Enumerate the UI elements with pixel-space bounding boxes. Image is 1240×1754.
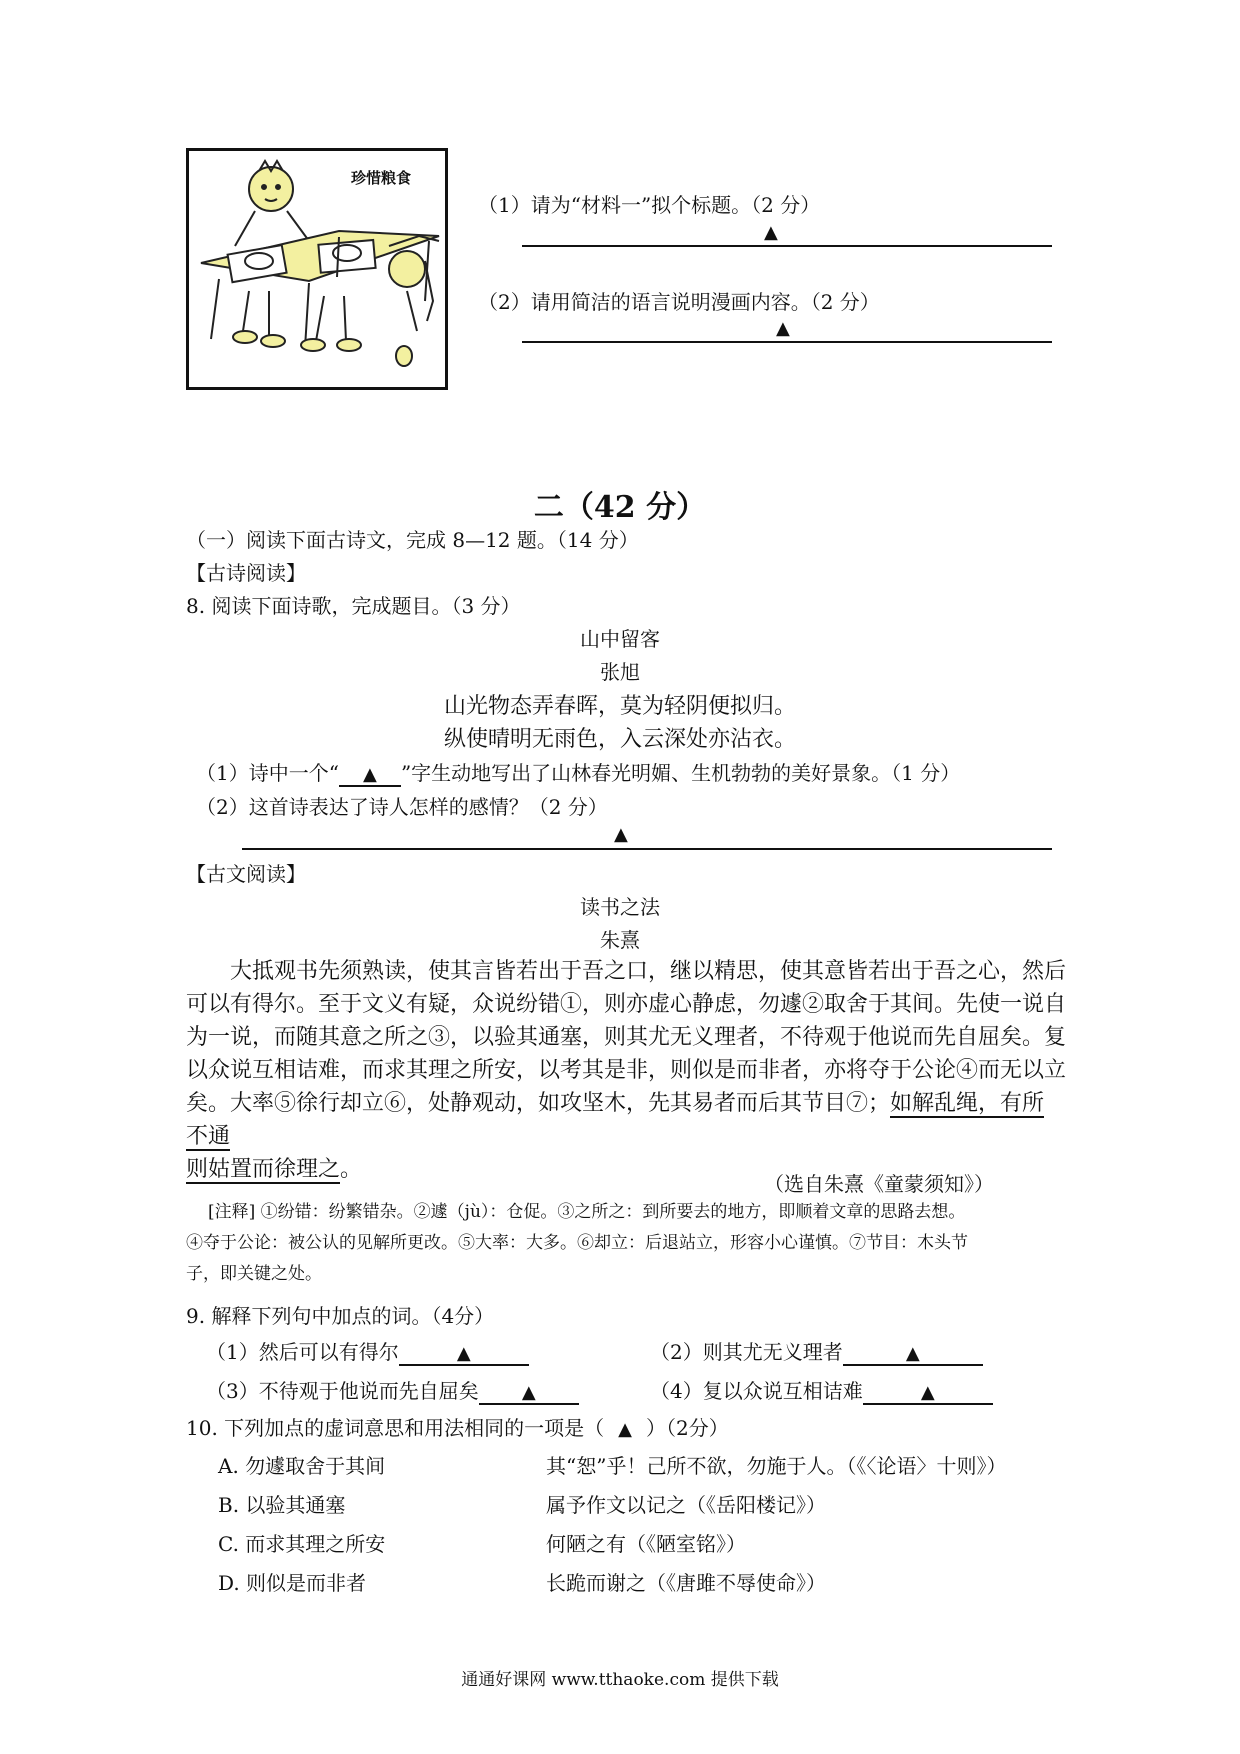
option-c-left[interactable]: C. 而求其理之所安 [218,1532,386,1556]
option-b-right: 属予作文以记之（《岳阳楼记》） [546,1493,826,1517]
question-9-item-1: （1）然后可以有得尔 ▲ [206,1336,529,1366]
prose-author: 朱熹 [600,928,640,952]
question-10-stem: 10. 下列加点的虚词意思和用法相同的一项是（ ▲ ）（2分） [186,1416,729,1440]
prose-passage [186,955,1066,1186]
answer-blank[interactable]: ▲ [399,1340,529,1366]
option-b-left[interactable]: B. 以验其通塞 [218,1493,346,1517]
option-c-right: 何陋之有（《陋室铭》） [546,1532,746,1556]
prose-line: 矣。大率⑤徐行却立⑥，处静观动，如攻坚木，先其易者而后其节目⑦；如解乱绳，有所不通 [186,1091,1045,1149]
option-d-right: 长跪而谢之（《唐雎不辱使命》） [546,1571,826,1595]
cartoon-caption: 珍惜粮食 [351,169,412,187]
answer-blank[interactable] [339,761,401,787]
prose-notes: [注释] ①纷错：纷繁错杂。②遽（jù）：仓促。③之所之：到所要去的地方，即顺着文章的思路去想。 ④夺于公论：被公认的见解所更改。⑤大率：大多。⑥却立：后退站立，形容小心谨慎。⑦节目：木头节 子，即关键之处。 [186,1202,968,1284]
answer-line[interactable] [242,848,1052,850]
material-question-2: （2）请用简洁的语言说明漫画内容。（2 分） [478,290,880,314]
question-8-sub-1 [196,757,960,787]
poem-line-2: 纵使晴明无雨色，入云深处亦沾衣。 [443,727,796,752]
question-8-sub-1-suffix: ”字生动地写出了山林春光明媚、生机勃勃的美好景象。（1 分） [400,761,961,785]
underlined-sentence: 如解乱绳，有所不通 [186,1091,1045,1149]
page-footer: 通通好课网 www.tthaoke.com 提供下载 [461,1670,779,1690]
question-8-stem: 8. 阅读下面诗歌，完成题目。（3 分） [186,594,521,618]
prose-title: 读书之法 [580,895,660,919]
question-9-item-4: （4）复以众说互相诘难 ▲ [650,1375,993,1405]
cartoon-illustration [189,151,445,387]
answer-line[interactable] [522,341,1052,343]
answer-mark-icon: ▲ [764,222,778,243]
poem-section-tag: 【古诗阅读】 [186,561,306,585]
option-a-right: 其“恕”乎！己所不欲，勿施于人。（《〈论语〉十则》） [546,1454,1007,1478]
prose-line: 可以有得尔。至于文义有疑，众说纷错①，则亦虚心静虑，勿遽②取舍于其间。先使一说自 [186,992,1067,1017]
poem-line-1: 山光物态弄春晖，莫为轻阴便拟归。 [443,694,796,719]
prose-section-tag: 【古文阅读】 [186,862,306,886]
question-9-stem: 9. 解释下列句中加点的词。（4分） [186,1304,495,1328]
poem-title: 山中留客 [580,627,660,651]
section-instructions: （一）阅读下面古诗文，完成 8—12 题。（14 分） [186,528,639,552]
section-heading: 二（42 分） [533,490,707,525]
material-question-1: （1）请为“材料一”拟个标题。（2 分） [478,193,821,217]
prose-source: （选自朱熹《童蒙须知》） [764,1172,994,1196]
prose-line: 以众说互相诘难，而求其理之所安，以考其是非，则似是而非者，亦将夺于公论④而无以立 [186,1058,1067,1083]
prose-line: 大抵观书先须熟读，使其言皆若出于吾之口，继以精思，使其意皆若出于吾之心，然后 [230,959,1067,984]
option-a-left[interactable]: A. 勿遽取舍于其间 [218,1454,386,1478]
answer-line[interactable] [522,245,1052,247]
cartoon-frame [186,148,448,390]
answer-blank[interactable]: ▲ [479,1379,579,1405]
question-8-sub-1-prefix: （1）诗中一个“ [196,761,339,785]
question-9-item-3: （3）不待观于他说而先自屈矣 ▲ [206,1375,579,1405]
answer-mark-icon: ▲ [363,764,377,785]
underlined-sentence: 则姑置而徐理之 [186,1157,341,1182]
answer-mark-icon: ▲ [618,1419,633,1440]
question-8-sub-2: （2）这首诗表达了诗人怎样的感情？（2 分） [196,795,608,819]
answer-mark-icon: ▲ [776,318,790,339]
question-9-item-2: （2）则其尤无义理者 ▲ [650,1336,983,1366]
option-d-left[interactable]: D. 则似是而非者 [218,1571,367,1595]
answer-blank[interactable]: ▲ [843,1340,983,1366]
answer-mark-icon: ▲ [614,824,628,845]
prose-line: 为一说，而随其意之所之③，以验其通塞，则其尤无义理者，不待观于他说而先自屈矣。复 [186,1025,1067,1050]
prose-line: 则姑置而徐理之。 [186,1157,363,1182]
answer-blank[interactable]: ▲ [863,1379,993,1405]
poem-author: 张旭 [600,660,640,684]
